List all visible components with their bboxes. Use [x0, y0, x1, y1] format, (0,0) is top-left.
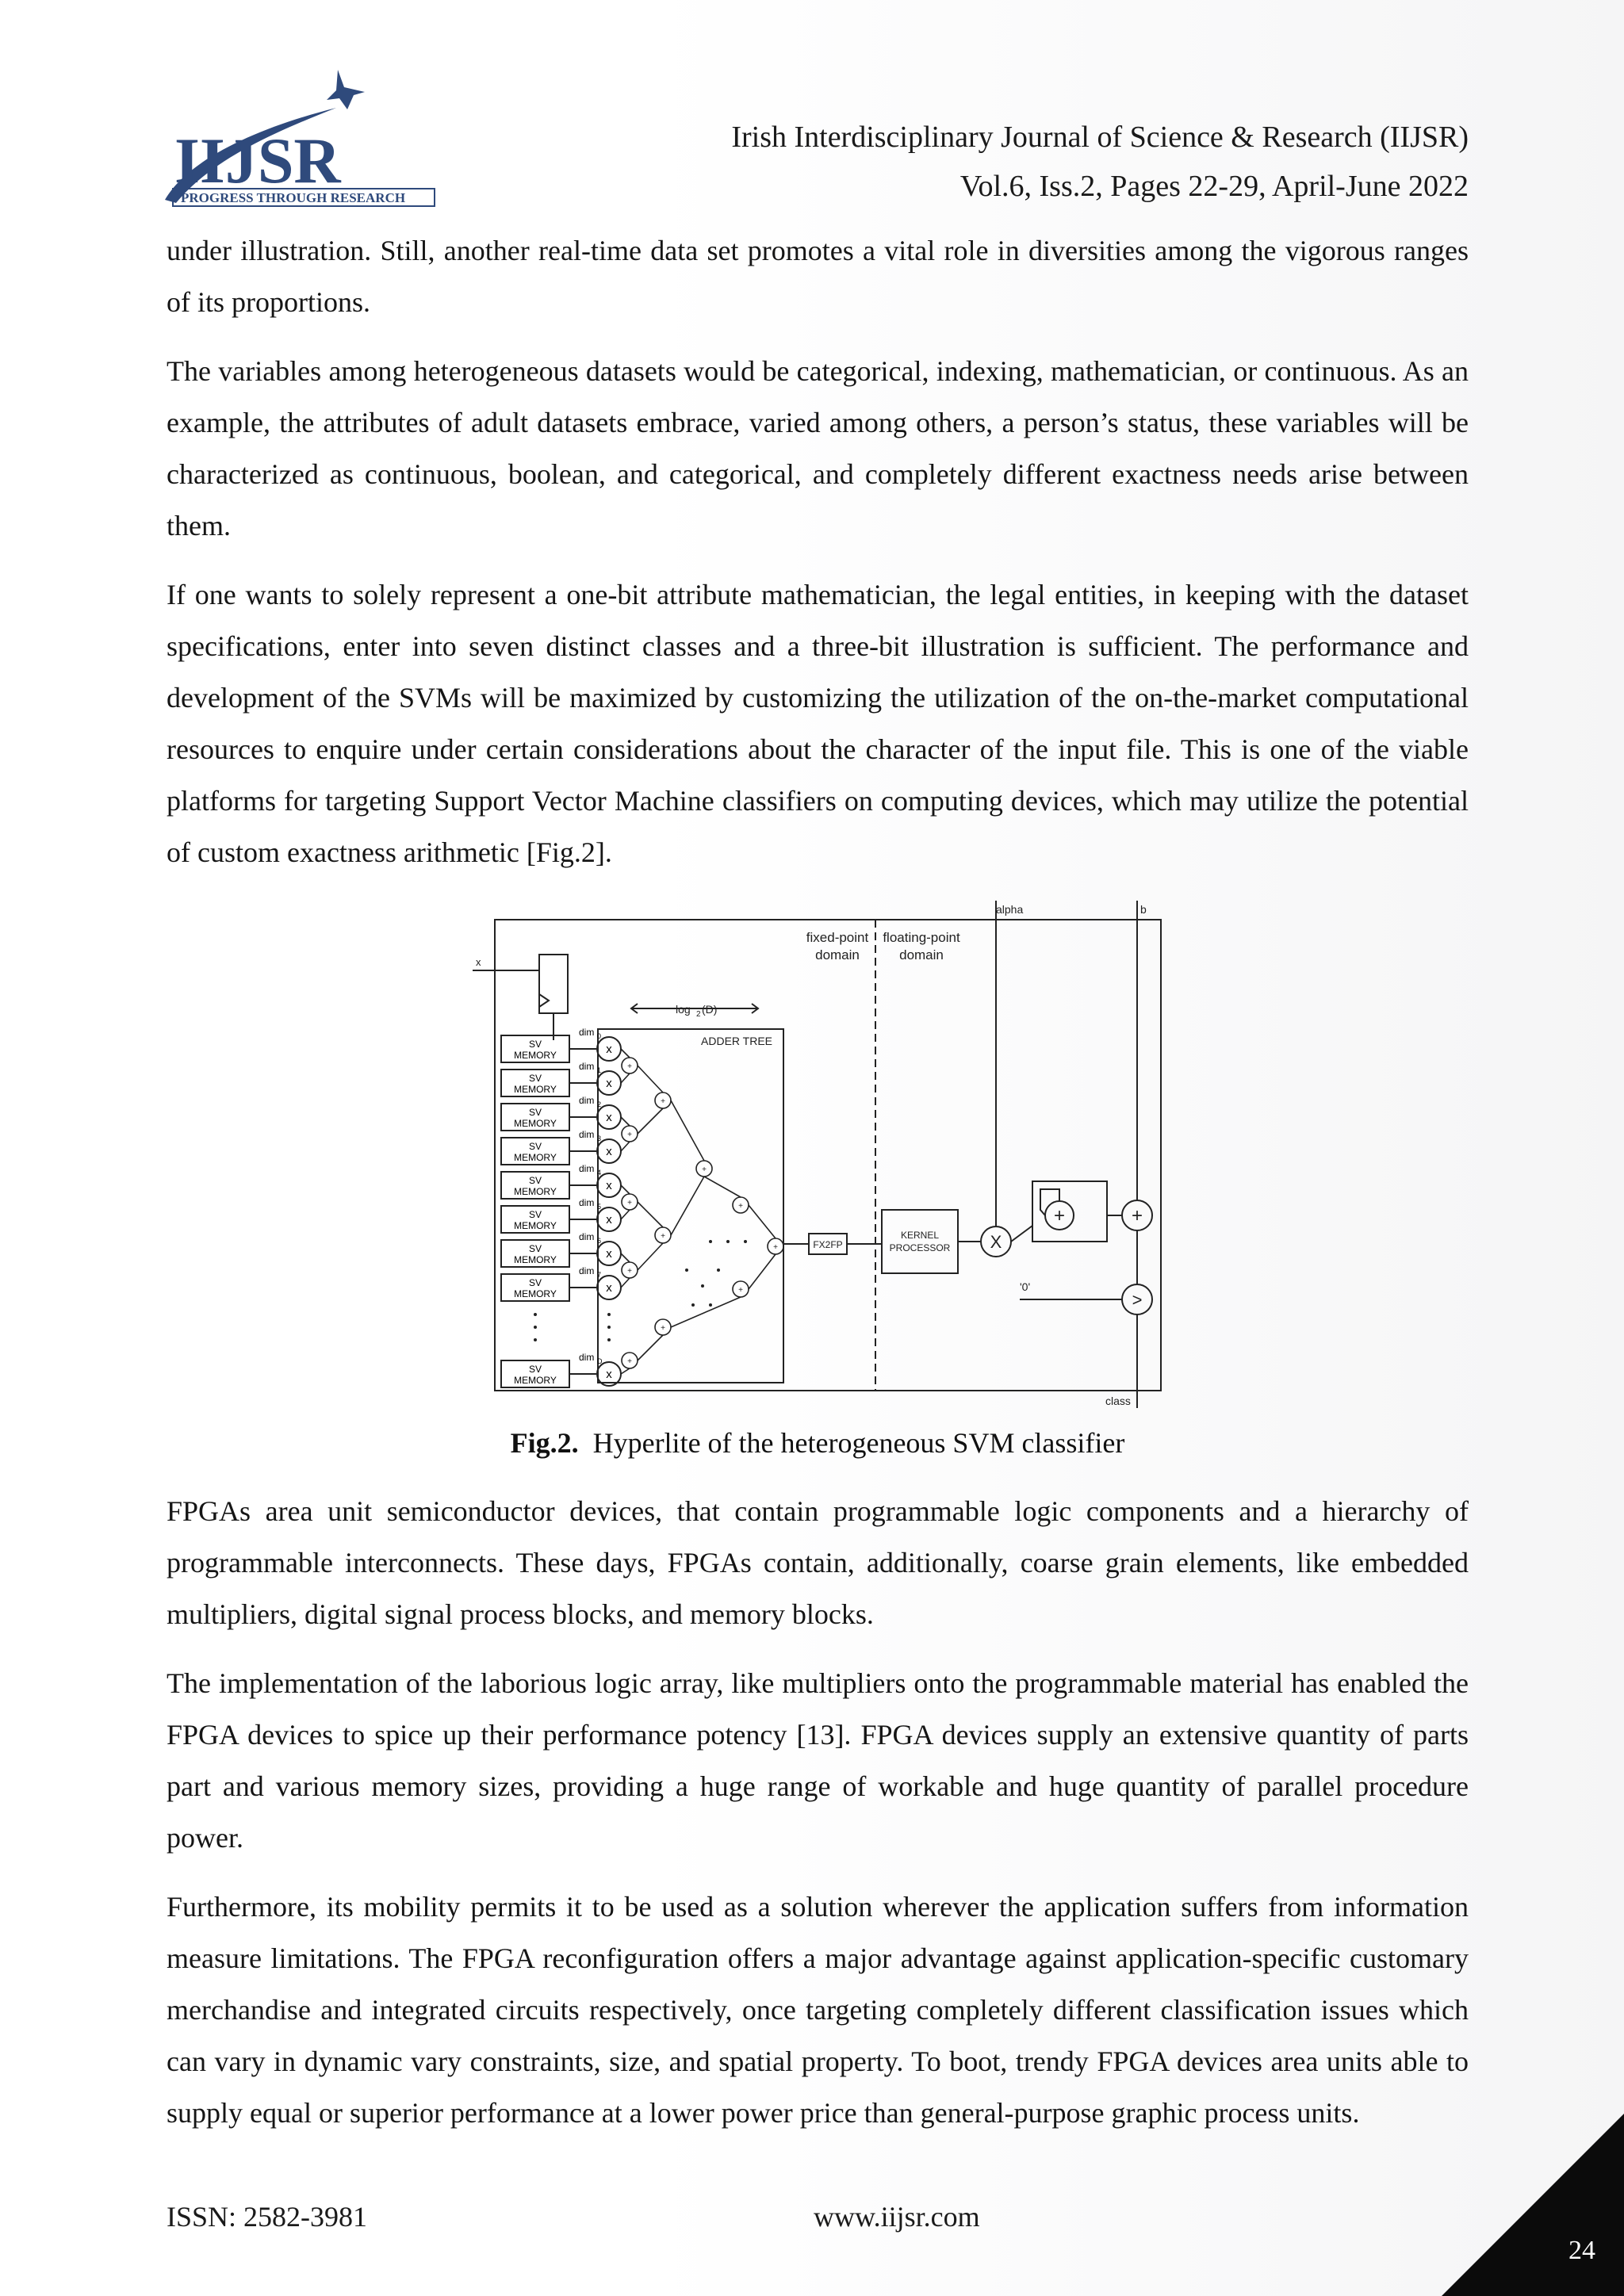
sv-memory-label: MEMORY	[514, 1288, 557, 1299]
adder-tree-label: ADDER TREE	[701, 1035, 772, 1047]
multiplier-label: x	[606, 1043, 612, 1056]
footer-issn: ISSN: 2582-3981	[167, 2201, 368, 2233]
final-adder-label: +	[1131, 1205, 1143, 1226]
sv-memory-label: MEMORY	[514, 1084, 557, 1095]
dim-label: dim	[579, 1197, 595, 1208]
journal-name: Irish Interdisciplinary Journal of Science & Research (IIJSR)	[731, 121, 1469, 154]
dim-sub: 0	[597, 1032, 602, 1040]
dim-label: dim	[579, 1129, 595, 1140]
caption-text: Hyperlite of the heterogeneous SVM classifier	[592, 1427, 1125, 1459]
fixed-point-label: domain	[815, 947, 860, 962]
big-multiplier-label: X	[990, 1232, 1002, 1252]
adder-label: +	[702, 1165, 707, 1174]
logo-text: IIJSR	[174, 124, 341, 197]
outer-frame	[495, 920, 1161, 1391]
floating-point-label: domain	[899, 947, 944, 962]
bird-icon	[327, 70, 365, 109]
sv-memory-label: MEMORY	[514, 1152, 557, 1163]
adder-label: +	[627, 1357, 632, 1366]
dim-label: dim	[579, 1231, 595, 1242]
adder-label: +	[773, 1243, 778, 1252]
dim-label: dim	[579, 1352, 595, 1363]
sv-memory-label: MEMORY	[514, 1050, 557, 1061]
dim-sub: 5	[597, 1203, 602, 1211]
adder-label: +	[738, 1202, 743, 1211]
adder-label: +	[627, 1267, 632, 1276]
adder-label: +	[661, 1097, 665, 1106]
adder-label: +	[627, 1131, 632, 1139]
sv-memory-label: SV	[528, 1073, 542, 1084]
adder-label: +	[627, 1062, 632, 1071]
log-sub: 2	[696, 1010, 701, 1019]
comparator-label: >	[1132, 1290, 1143, 1310]
dim-label: dim	[579, 1265, 595, 1276]
sv-memory-label: SV	[528, 1243, 542, 1254]
journal-header	[438, 113, 1469, 211]
zero-label: '0'	[1020, 1280, 1031, 1293]
caption-label: Fig.2.	[510, 1427, 579, 1459]
footer-website[interactable]: www.iijsr.com	[814, 2201, 980, 2233]
x-label: x	[476, 956, 481, 968]
ellipsis-dots	[534, 1240, 747, 1341]
paragraph: under illustration. Still, another real-time data set promotes a vital role in diversities among the vigorous ranges of its proportions.	[167, 235, 1469, 318]
body-text-bottom	[167, 1486, 1469, 2156]
dim-label: dim	[579, 1095, 595, 1106]
sv-memory-label: MEMORY	[514, 1186, 557, 1197]
paragraph: FPGAs area unit semiconductor devices, that contain programmable logic components and a hierarchy of programmable interconnects. These days, FPGAs contain, additionally, coarse grain elements, like embedded multipliers, digital signal process blocks, and memory blocks.	[167, 1495, 1469, 1630]
sv-memory-label: MEMORY	[514, 1254, 557, 1265]
dim-sub: D	[597, 1357, 603, 1365]
floating-point-label: floating-point	[883, 930, 960, 945]
alpha-label: alpha	[996, 903, 1024, 916]
dim-label: dim	[579, 1061, 595, 1072]
sv-memory-label: SV	[528, 1107, 542, 1118]
multiplier-label: x	[606, 1368, 612, 1381]
journal-issue: Vol.6, Iss.2, Pages 22-29, April-June 2022	[959, 170, 1469, 203]
sv-memory-label: SV	[528, 1175, 542, 1186]
accumulator-box	[1032, 1181, 1107, 1242]
log-rest: (D)	[702, 1003, 718, 1016]
figure-caption	[167, 1419, 1469, 1467]
logo-tagline: PROGRESS THROUGH RESEARCH	[181, 190, 406, 205]
dim-label: dim	[579, 1027, 595, 1038]
adder-label: +	[627, 1199, 632, 1207]
paragraph: Furthermore, its mobility permits it to be used as a solution wherever the application suffers from information measure limitations. The FPGA reconfiguration offers a major advantage against application-specific customary merchandise and integrated circuits respectively, once targeting completely different classification issues which can vary in dynamic vary constraints, size, and spatial property. To boot, trendy FPGA devices area units able to supply equal or superior performance at a lower power price than general-purpose graphic process units.	[167, 1891, 1469, 2129]
sv-memory-rows	[501, 1027, 621, 1387]
multiplier-label: x	[606, 1247, 612, 1261]
multiplier-label: x	[606, 1145, 612, 1158]
adder-tree-nodes	[621, 1049, 783, 1374]
adder-label: +	[661, 1232, 665, 1241]
dim-sub: 2	[597, 1100, 602, 1108]
b-label: b	[1140, 903, 1147, 916]
adder-tree-box	[598, 1029, 783, 1383]
page-number: 24	[1568, 2236, 1595, 2265]
multiplier-label: x	[606, 1179, 612, 1192]
multiplier-label: x	[606, 1281, 612, 1295]
dim-sub: 3	[597, 1135, 602, 1142]
sv-memory-label: MEMORY	[514, 1375, 557, 1386]
paragraph: The variables among heterogeneous datasets would be categorical, indexing, mathematician, or continuous. As an example, the attributes of adult datasets embrace, varied among others, a person’s status, these variables will be characterized as continuous, boolean, and categorical, and completely different exactness needs arise between them.	[167, 355, 1469, 541]
sv-memory-label: SV	[528, 1277, 542, 1288]
multiplier-label: x	[606, 1213, 612, 1226]
class-label: class	[1105, 1395, 1131, 1407]
journal-logo	[157, 63, 442, 214]
adder-label: +	[661, 1324, 665, 1333]
paragraph: If one wants to solely represent a one-bit attribute mathematician, the legal entities, in keeping with the dataset specifications, enter into seven distinct classes and a three-bit illustration is sufficient. The performance and development of the SVMs will be maximized by customizing the utilization of the on-the-market computational resources to enquire under certain considerations about the character of the input file. This is one of the viable platforms for targeting Support Vector Machine classifiers on computing devices, which may utilize the potential of custom exactness arithmetic [Fig.2].	[167, 579, 1469, 868]
kernel-label: KERNEL	[900, 1230, 940, 1241]
sv-memory-label: SV	[528, 1364, 542, 1375]
adder-label: +	[738, 1286, 743, 1295]
sv-memory-label: SV	[528, 1141, 542, 1152]
fx2fp-label: FX2FP	[813, 1239, 843, 1250]
dim-sub: 4	[597, 1169, 602, 1177]
sv-memory-label: SV	[528, 1039, 542, 1050]
multiplier-label: x	[606, 1111, 612, 1124]
paragraph: The implementation of the laborious logic array, like multipliers onto the programmable material has enabled the FPGA devices to spice up their performance potency [13]. FPGA devices supply an extensive quantity of parts part and various memory sizes, providing a huge range of workable and huge quantity of parallel procedure power.	[167, 1667, 1469, 1854]
fixed-point-label: fixed-point	[806, 930, 869, 945]
multiplier-label: x	[606, 1077, 612, 1090]
dim-sub: 6	[597, 1237, 602, 1245]
sv-memory-label: MEMORY	[514, 1220, 557, 1231]
dim-sub: 7	[597, 1271, 602, 1279]
dim-label: dim	[579, 1163, 595, 1174]
page-corner	[1442, 2114, 1624, 2296]
sv-memory-label: MEMORY	[514, 1118, 557, 1129]
sv-memory-label: SV	[528, 1209, 542, 1220]
accumulator-label: +	[1053, 1205, 1066, 1226]
log-label: log	[676, 1003, 691, 1016]
dim-sub: 1	[597, 1066, 602, 1074]
kernel-label: PROCESSOR	[889, 1242, 951, 1253]
body-text-top	[167, 225, 1469, 896]
svm-classifier-diagram	[473, 893, 1186, 1416]
kernel-box	[882, 1210, 958, 1273]
